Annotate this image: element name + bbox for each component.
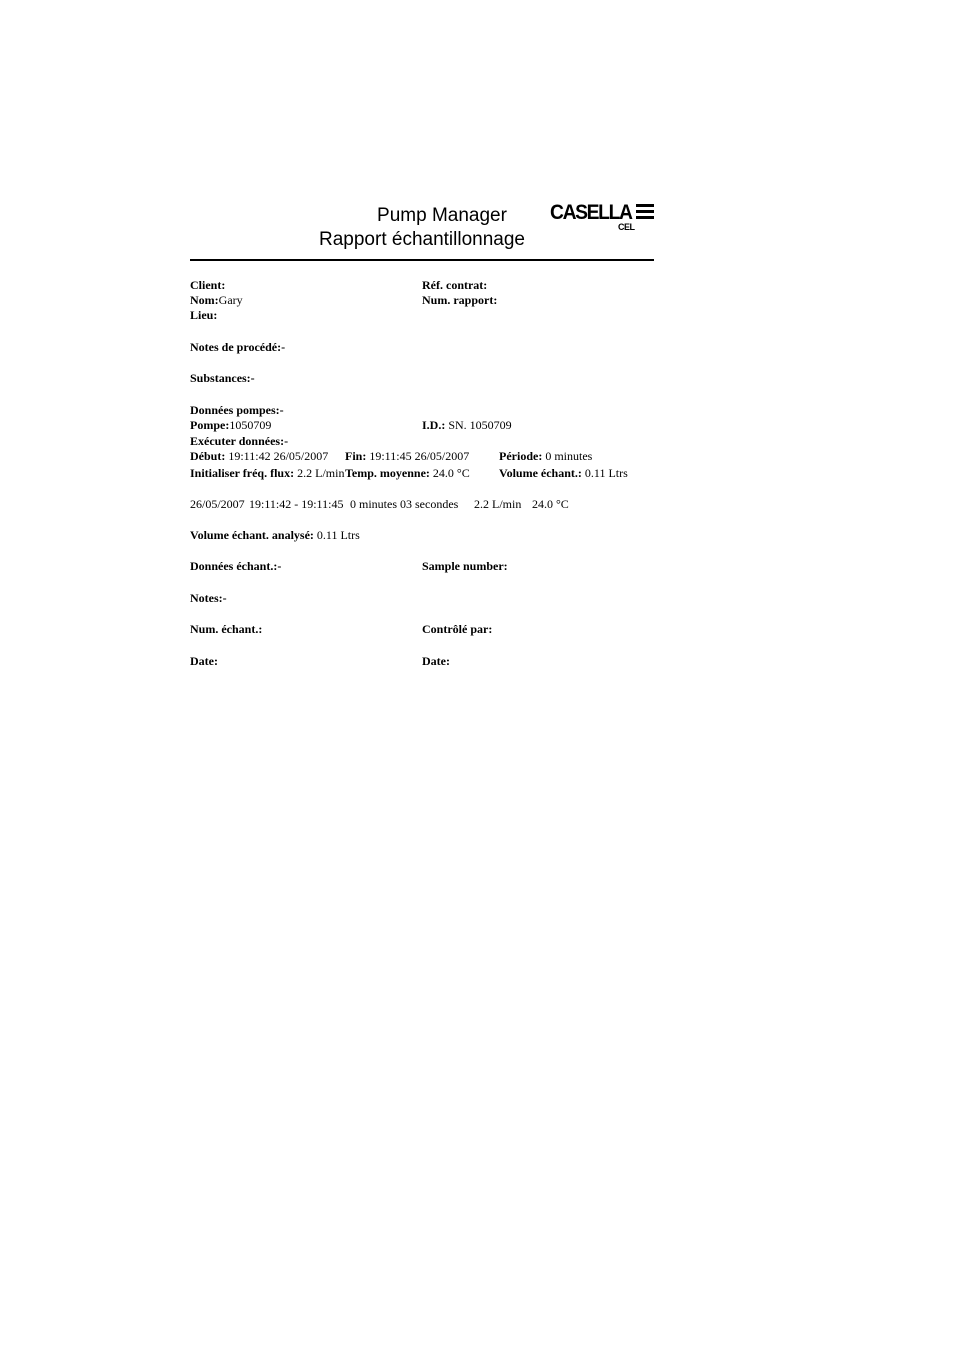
date-left-field: Date: <box>190 654 218 668</box>
lieu-label: Lieu: <box>190 308 218 322</box>
id-label: I.D.: <box>422 418 446 432</box>
volume-analyse-value: 0.11 Ltrs <box>316 528 360 542</box>
pompe-value: 1050709 <box>229 418 272 432</box>
nom-field <box>190 293 243 308</box>
client-field <box>190 278 225 293</box>
nom-value: Gary <box>218 293 243 307</box>
run-date: 26/05/2007 <box>190 497 245 511</box>
client-label: Client: <box>190 278 226 292</box>
logo-subtext: CEL <box>618 222 635 232</box>
debut-value: 19:11:42 26/05/2007 <box>228 449 329 463</box>
pump-data-heading: Données pompes:- <box>190 403 284 417</box>
logo-bars-icon <box>636 204 654 220</box>
sample-number-field: Sample number: <box>422 559 508 573</box>
fin-value: 19:11:45 26/05/2007 <box>369 449 470 463</box>
periode-label: Période: <box>499 449 543 463</box>
debut-label: Début: <box>190 449 226 463</box>
fin-label: Fin: <box>345 449 367 463</box>
id-value: SN. 1050709 <box>448 418 512 432</box>
notes-procede-heading: Notes de procédé:- <box>190 340 286 354</box>
debut-field <box>190 449 328 464</box>
num-rapport-field <box>422 293 497 308</box>
volume-analyse-field <box>190 528 360 543</box>
donnees-echant-heading: Données échant.:- <box>190 559 282 573</box>
run-flow: 2.2 L/min <box>474 497 522 511</box>
volume-echant-label: Volume échant.: <box>499 466 582 480</box>
lieu-field <box>190 308 217 323</box>
executer-heading: Exécuter données:- <box>190 434 289 448</box>
temp-moyenne-field <box>345 466 470 481</box>
fin-field <box>345 449 469 464</box>
temp-moyenne-value: 24.0 °C <box>432 466 470 480</box>
run-duration: 0 minutes 03 secondes <box>350 497 459 511</box>
id-field <box>422 418 512 433</box>
header-divider <box>190 259 654 261</box>
ref-contrat-label: Réf. contrat: <box>422 278 488 292</box>
volume-analyse-label: Volume échant. analysé: <box>190 528 314 542</box>
pompe-label: Pompe: <box>190 418 230 432</box>
run-time-range: 19:11:42 - 19:11:45 <box>249 497 344 511</box>
freq-flux-field <box>190 466 344 481</box>
controle-par-field: Contrôlé par: <box>422 622 493 636</box>
date-right-field: Date: <box>422 654 450 668</box>
temp-moyenne-label: Temp. moyenne: <box>345 466 430 480</box>
pompe-field <box>190 418 271 433</box>
freq-flux-value: 2.2 L/min <box>297 466 345 480</box>
report-title-line1: Pump Manager <box>377 205 507 226</box>
notes-heading: Notes:- <box>190 591 227 605</box>
volume-echant-value: 0.11 Ltrs <box>584 466 628 480</box>
volume-echant-field <box>499 466 628 481</box>
ref-contrat-field <box>422 278 487 293</box>
logo-text: CASELLA <box>550 201 632 224</box>
substances-heading: Substances:- <box>190 371 255 385</box>
report-title-line2: Rapport échantillonnage <box>319 229 525 250</box>
num-echant-field: Num. échant.: <box>190 622 263 636</box>
periode-value: 0 minutes <box>545 449 593 463</box>
freq-flux-label: Initialiser fréq. flux: <box>190 466 295 480</box>
casella-logo <box>550 200 656 236</box>
periode-field <box>499 449 592 464</box>
nom-label: Nom: <box>190 293 219 307</box>
num-rapport-label: Num. rapport: <box>422 293 498 307</box>
run-temp: 24.0 °C <box>532 497 569 511</box>
